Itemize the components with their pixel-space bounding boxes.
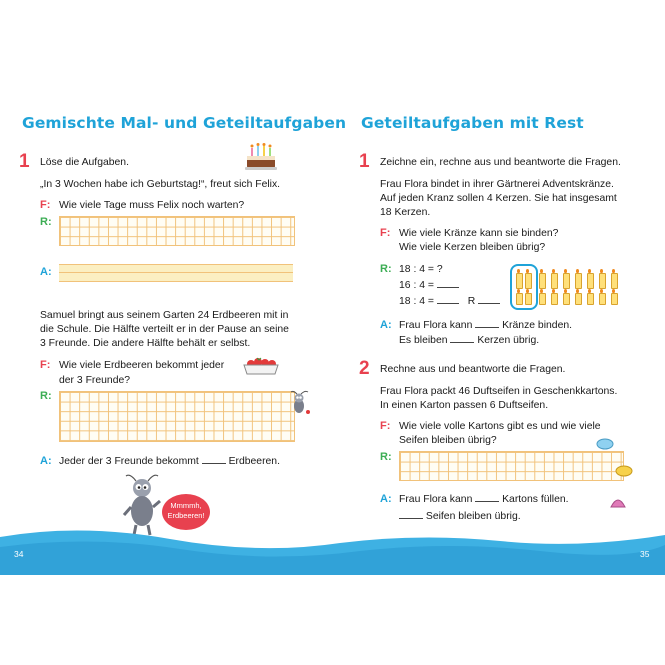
calculation-label: R: xyxy=(40,390,52,402)
left-page-title: Gemischte Mal- und Geteiltaufgaben xyxy=(22,114,347,132)
story-line: die Schule. Die Hälfte verteilt er in der Pause an seine xyxy=(40,324,289,335)
story-line: Auf jeden Kranz sollen 4 Kerzen. Sie hat insgesamt xyxy=(380,193,617,204)
calculation-label: R: xyxy=(40,216,52,228)
answer-sentence xyxy=(399,318,572,333)
question-label: F: xyxy=(380,227,391,239)
answer-blank[interactable] xyxy=(437,287,459,288)
answer-sentence xyxy=(399,333,539,348)
calculation: 18 : 4 = xyxy=(399,296,434,307)
calculation-grid[interactable] xyxy=(59,391,295,442)
question-line: Seifen bleiben übrig? xyxy=(399,435,497,446)
task-instruction: Löse die Aufgaben. xyxy=(40,157,129,168)
bug-character-icon xyxy=(286,390,314,418)
answer-text: Seifen bleiben übrig. xyxy=(425,511,521,522)
story-line: 18 Kerzen. xyxy=(380,207,431,218)
answer-text: Kartons füllen. xyxy=(502,494,569,505)
bottom-wave xyxy=(0,525,665,575)
task-instruction: Rechne aus und beantworte die Fragen. xyxy=(380,364,566,375)
answer-text: Frau Flora kann xyxy=(399,320,473,331)
page-number-left: 34 xyxy=(14,549,24,559)
calculation-row xyxy=(399,294,500,309)
calculation-row xyxy=(399,278,459,293)
speech-line: Mmmmh, xyxy=(170,501,202,510)
calculation-label: R: xyxy=(380,263,392,275)
candles-illustration xyxy=(510,264,630,309)
calculation: 16 : 4 = xyxy=(399,280,434,291)
answer-blank[interactable] xyxy=(475,327,499,328)
task-number: 1 xyxy=(359,151,370,172)
answer-text: Kerzen übrig. xyxy=(477,335,540,346)
speech-line: Erdbeeren! xyxy=(167,511,205,520)
story-line: In einen Karton passen 6 Duftseifen. xyxy=(380,400,549,411)
shell-soap-icon xyxy=(609,495,627,509)
story-line: Frau Flora packt 46 Duftseifen in Geschenkkartons. xyxy=(380,386,618,397)
question-label: F: xyxy=(380,420,391,432)
remainder-blank[interactable] xyxy=(478,303,500,304)
answer-lines[interactable] xyxy=(59,264,293,282)
answer-text: Erdbeeren. xyxy=(228,456,280,467)
strawberry-basket-icon xyxy=(242,356,280,376)
story-line: Samuel bringt aus seinem Garten 24 Erdbeeren mit in xyxy=(40,310,289,321)
calculation-label: R: xyxy=(380,451,392,463)
remainder-label: R xyxy=(467,296,476,307)
answer-sentence xyxy=(59,454,280,469)
answer-blank[interactable] xyxy=(202,463,226,464)
answer-label: A: xyxy=(380,319,392,331)
task-number: 1 xyxy=(19,151,30,172)
page-number-right: 35 xyxy=(640,549,650,559)
soap-icon xyxy=(613,464,635,478)
answer-label: A: xyxy=(40,266,52,278)
story-line: 3 Freunde. Die andere Hälfte behält er selbst. xyxy=(40,338,251,349)
answer-label: A: xyxy=(380,493,392,505)
question-line: Wie viele Kerzen bleiben übrig? xyxy=(399,242,546,253)
calculation: 18 : 4 = ? xyxy=(399,264,443,275)
question-line: Wie viele volle Kartons gibt es und wie viele xyxy=(399,421,601,432)
group-circle xyxy=(510,264,538,310)
question-line: Wie viele Kränze kann sie binden? xyxy=(399,228,559,239)
right-page-title: Geteiltaufgaben mit Rest xyxy=(361,114,584,132)
answer-label: A: xyxy=(40,455,52,467)
answer-blank[interactable] xyxy=(437,303,459,304)
answer-blank[interactable] xyxy=(399,518,423,519)
question-line: der 3 Freunde? xyxy=(59,375,131,386)
answer-text: Es bleiben xyxy=(399,335,448,346)
answer-sentence xyxy=(399,492,569,507)
answer-sentence xyxy=(399,509,521,524)
task-instruction: Zeichne ein, rechne aus und beantworte die Fragen. xyxy=(380,157,621,168)
answer-blank[interactable] xyxy=(450,342,474,343)
question-text: Wie viele Tage muss Felix noch warten? xyxy=(59,200,245,211)
task-number: 2 xyxy=(359,358,370,379)
soap-icon xyxy=(595,437,615,451)
answer-text: Jeder der 3 Freunde bekommt xyxy=(59,456,199,467)
answer-text: Kränze binden. xyxy=(502,320,573,331)
question-label: F: xyxy=(40,359,51,371)
answer-blank[interactable] xyxy=(475,501,499,502)
question-line: Wie viele Erdbeeren bekommt jeder xyxy=(59,360,225,371)
birthday-cake-icon xyxy=(244,143,278,171)
calculation-grid[interactable] xyxy=(59,216,295,246)
story-line: Frau Flora bindet in ihrer Gärtnerei Adventskränze. xyxy=(380,179,614,190)
task-story: „In 3 Wochen habe ich Geburtstag!“, freut sich Felix. xyxy=(40,179,281,190)
question-label: F: xyxy=(40,199,51,211)
calculation-grid[interactable] xyxy=(399,451,624,481)
answer-text: Frau Flora kann xyxy=(399,494,473,505)
